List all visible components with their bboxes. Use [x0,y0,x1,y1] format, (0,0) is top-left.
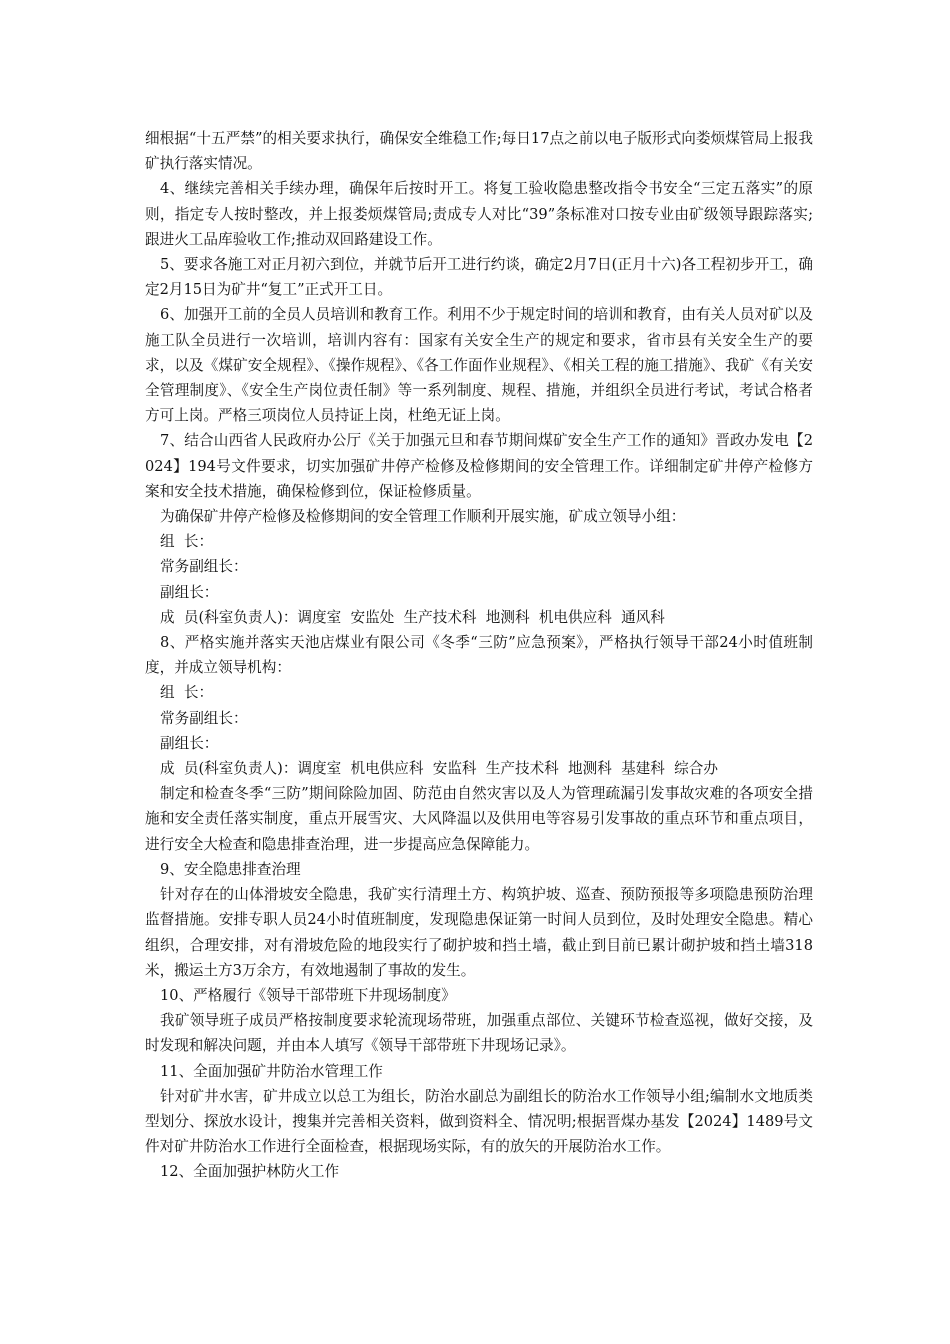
paragraph: 常务副组长： [160,558,248,576]
paragraph: 8、严格实施并落实天池店煤业有限公司《冬季“三防”应急预案》，严格执行领导干部24小时值班制度，并成立领导机构： [145,634,813,677]
paragraph: 7、结合山西省人民政府办公厅《关于加强元旦和春节期间煤矿安全生产工作的通知》晋政办发电【2024】194号文件要求，切实加强矿井停产检修及检修期间的安全管理工作。详细制定矿井停产检修方案和安全技术措施，确保检修到位，保证检修质量。 [145,432,813,500]
paragraph: 9、安全隐患排查治理 [160,860,301,878]
paragraph: 12、全面加强护林防火工作 [160,1163,340,1181]
paragraph: 11、全面加强矿井防治水管理工作 [160,1062,383,1080]
paragraph: 为确保矿井停产检修及检修期间的安全管理工作顺利开展实施，矿成立领导小组： [160,508,686,526]
paragraph: 4、继续完善相关手续办理，确保年后按时开工。将复工验收隐患整改指令书安全“三定五落实”的原则，指定专人按时整改，并上报娄烦煤管局;责成专人对比“39”条标准对口按专业由矿级领导跟踪落实;跟进火工品库验收工作;推动双回路建设工作。 [145,180,813,248]
paragraph: 常务副组长： [160,709,248,727]
paragraph: 10、严格履行《领导干部带班下井现场制度》 [160,986,456,1004]
paragraph: 细根据“十五严禁”的相关要求执行，确保安全维稳工作;每日17点之前以电子版形式向娄烦煤管局上报我矿执行落实情况。 [145,130,813,173]
paragraph: 5、要求各施工对正月初六到位，并就节后开工进行约谈，确定2月7日(正月十六)各工程初步开工，确定2月15日为矿井“复工”正式开工日。 [145,256,813,299]
paragraph: 制定和检查冬季“三防”期间除险加固、防范由自然灾害以及人为管理疏漏引发事故灾难的各项安全措施和安全责任落实制度，重点开展雪灾、大风降温以及供用电等容易引发事故的重点环节和重点项目，进行安全大检查和隐患排查治理，进一步提高应急保障能力。 [145,785,813,853]
paragraph: 组 长： [160,684,214,702]
paragraph: 成 员(科室负责人)：调度室 安监处 生产技术科 地测科 机电供应科 通风科 [160,608,665,626]
paragraph: 针对存在的山体滑坡安全隐患，我矿实行清理土方、构筑护坡、巡查、预防预报等多项隐患预防治理监督措施。安排专职人员24小时值班制度，发现隐患保证第一时间人员到位，及时处理安全隐患。精心组织，合理安排，对有滑坡危险的地段实行了砌护坡和挡土墙，截止到目前已累计砌护坡和挡土墙318米，搬运土方3万余方，有效地遏制了事故的发生。 [145,886,813,979]
paragraph: 成 员(科室负责人)：调度室 机电供应科 安监科 生产技术科 地测科 基建科 综合办 [160,760,718,778]
paragraph: 组 长： [160,533,214,551]
document-body [145,126,813,1185]
paragraph: 6、加强开工前的全员人员培训和教育工作。利用不少于规定时间的培训和教育，由有关人员对矿以及施工队全员进行一次培训，培训内容有：国家有关安全生产的规定和要求，省市县有关安全生产的要求，以及《煤矿安全规程》、《操作规程》、《各工作面作业规程》、《相关工程的施工措施》、我矿《有关安全管理制度》、《安全生产岗位责任制》等一系列制度、规程、措施，并组织全员进行考试，考试合格者方可上岗。严格三项岗位人员持证上岗，杜绝无证上岗。 [145,306,813,425]
paragraph: 副组长： [160,583,219,601]
paragraph: 我矿领导班子成员严格按制度要求轮流现场带班，加强重点部位、关键环节检查巡视，做好交接，及时发现和解决问题，并由本人填写《领导干部带班下井现场记录》。 [145,1012,813,1055]
paragraph: 副组长： [160,734,219,752]
paragraph: 针对矿井水害，矿井成立以总工为组长，防治水副总为副组长的防治水工作领导小组;编制水文地质类型划分、探放水设计，搜集并完善相关资料，做到资料全、情况明;根据晋煤办基发【2024】1489号文件对矿井防治水工作进行全面检查，根据现场实际，有的放矢的开展防治水工作。 [145,1087,813,1156]
